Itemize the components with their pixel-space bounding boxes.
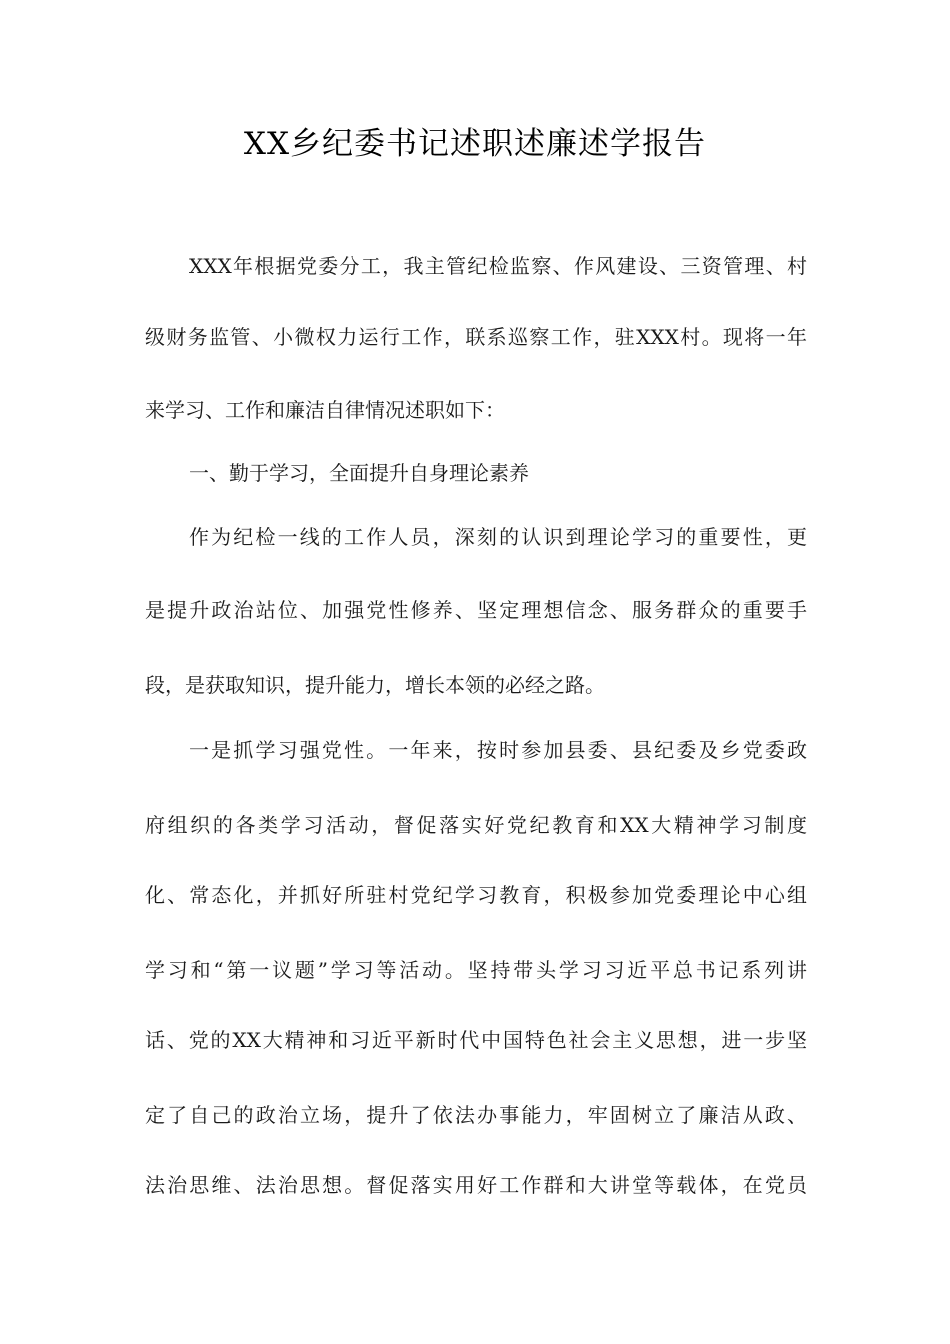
paragraph-line: 学习和“第一议题”学习等活动。坚持带头学习习近平总书记系列讲 (145, 958, 807, 982)
paragraph-line: 一是抓学习强党性。一年来，按时参加县委、县纪委及乡党委政 (189, 738, 807, 762)
paragraph-line: 定了自己的政治立场，提升了依法办事能力，牢固树立了廉洁从政、 (145, 1103, 807, 1127)
section-heading: 一、勤于学习，全面提升自身理论素养 (189, 461, 529, 485)
paragraph-line: XXX年根据党委分工，我主管纪检监察、作风建设、三资管理、村 (189, 254, 807, 278)
paragraph-line: 来学习、工作和廉洁自律情况述职如下： (145, 398, 505, 422)
paragraph-line: 话、党的XX大精神和习近平新时代中国特色社会主义思想，进一步坚 (145, 1028, 807, 1052)
paragraph-line: 府组织的各类学习活动，督促落实好党纪教育和XX大精神学习制度 (145, 813, 807, 837)
paragraph-line: 段，是获取知识，提升能力，增长本领的必经之路。 (145, 673, 605, 697)
paragraph-line: 化、常态化，并抓好所驻村党纪学习教育，积极参加党委理论中心组 (145, 883, 807, 907)
document-title: XX乡纪委书记述职述廉述学报告 (243, 126, 707, 162)
paragraph-line: 作为纪检一线的工作人员，深刻的认识到理论学习的重要性，更 (189, 525, 807, 549)
paragraph-line: 法治思维、法治思想。督促落实用好工作群和大讲堂等载体，在党员 (145, 1173, 807, 1197)
paragraph-line: 级财务监管、小微权力运行工作，联系巡察工作，驻XXX村。现将一年 (145, 325, 807, 349)
paragraph-line: 是提升政治站位、加强党性修养、坚定理想信念、服务群众的重要手 (145, 598, 807, 622)
